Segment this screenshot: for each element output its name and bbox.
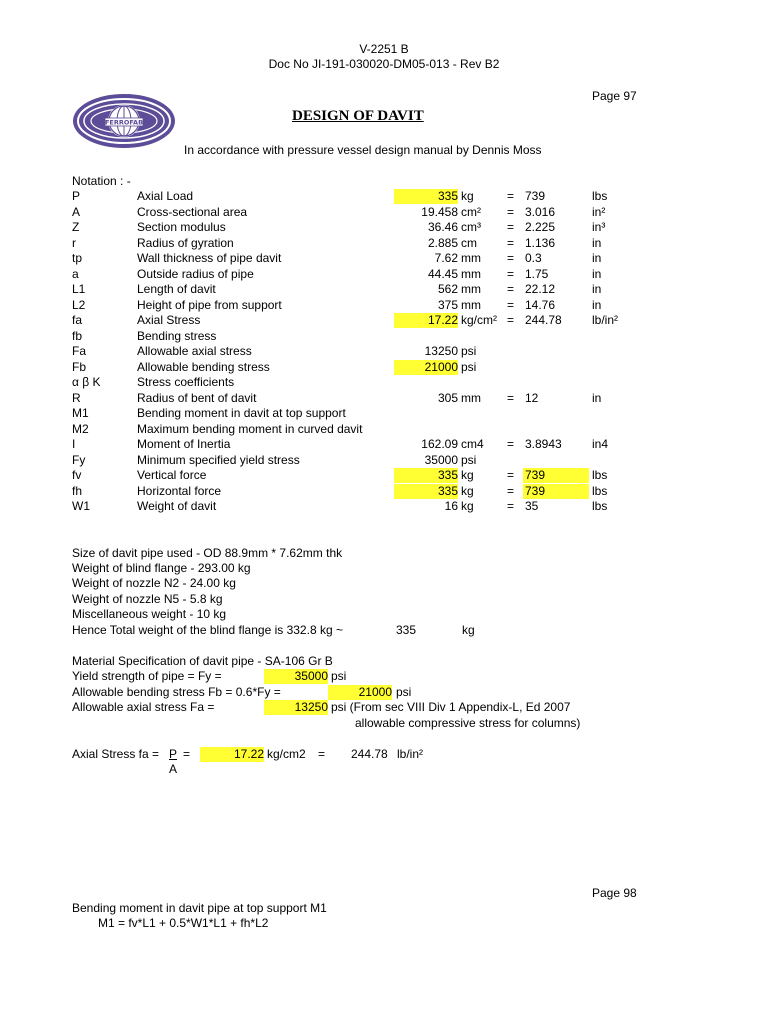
notation-value-converted: 739 — [523, 468, 589, 483]
notation-value: 305 — [437, 391, 458, 405]
notation-description: Axial Stress — [137, 313, 201, 327]
notation-equals: = — [507, 484, 515, 498]
notation-value: 162.09 — [421, 437, 458, 451]
notation-value-converted: 12 — [525, 391, 539, 405]
notation-symbol: W1 — [72, 499, 90, 513]
notation-unit-converted: in — [592, 391, 602, 405]
axial-stress-value-2: 244.78 — [351, 747, 388, 761]
ferrofab-logo — [72, 92, 176, 150]
material-spec: Material Specification of davit pipe - SA-106 Gr B — [72, 654, 333, 668]
notation-description: Radius of gyration — [137, 236, 234, 250]
notation-symbol: Fy — [72, 453, 86, 467]
notation-description: Radius of bent of davit — [137, 391, 257, 405]
notation-value: 16 — [444, 499, 458, 513]
notation-symbol: A — [72, 205, 81, 219]
bending-stress-label: Allowable bending stress Fb = 0.6*Fy = — [72, 685, 281, 699]
notation-unit: kg — [461, 189, 474, 203]
notation-unit: cm — [461, 236, 477, 250]
notation-unit-converted: lbs — [592, 499, 608, 513]
notation-equals: = — [507, 499, 515, 513]
document-number: Doc No JI-191-030020-DM05-013 - Rev B2 — [268, 57, 500, 71]
notation-unit-converted: lbs — [592, 189, 608, 203]
notation-unit-converted: lbs — [592, 468, 608, 482]
notation-unit: mm — [461, 267, 481, 281]
notation-symbol: Fa — [72, 344, 87, 358]
notation-unit: cm4 — [461, 437, 484, 451]
notation-equals: = — [507, 468, 515, 482]
notation-symbol: fh — [72, 484, 83, 498]
notation-symbol: R — [72, 391, 81, 405]
pipe-size-text: Size of davit pipe used - OD 88.9mm * 7.62mm thk — [72, 546, 343, 560]
notation-description: Outside radius of pipe — [137, 267, 254, 281]
notation-unit: psi — [461, 453, 477, 467]
notation-description: Maximum bending moment in curved davit — [137, 422, 363, 436]
notation-description: Allowable bending stress — [137, 360, 270, 374]
notation-value-converted: 3.016 — [525, 205, 556, 219]
notation-unit-converted: in4 — [592, 437, 609, 451]
axial-stress-unit: kg/cm2 — [267, 747, 306, 761]
notation-symbol: r — [72, 236, 76, 250]
notation-value: 17.22 — [394, 313, 458, 328]
notation-description: Moment of Inertia — [137, 437, 231, 451]
notation-unit-converted: in — [592, 251, 602, 265]
notation-value-converted: 1.75 — [525, 267, 549, 281]
subtitle: In accordance with pressure vessel design manual by Dennis Moss — [184, 143, 542, 157]
notation-unit: mm — [461, 251, 481, 265]
document-code: V-2251 B — [359, 42, 409, 56]
notation-description: Allowable axial stress — [137, 344, 252, 358]
notation-unit: psi — [461, 344, 477, 358]
notation-symbol: fv — [72, 468, 82, 482]
notation-value-converted: 35 — [525, 499, 539, 513]
notation-unit: kg — [461, 468, 474, 482]
axial-denominator: A — [169, 762, 178, 776]
axial-stress-label: Axial Stress fa = — [72, 747, 160, 761]
yield-label: Yield strength of pipe = Fy = — [72, 669, 222, 683]
axial-stress-value: 17.22 — [200, 747, 264, 762]
notation-symbol: a — [72, 267, 79, 281]
blind-flange-weight: Weight of blind flange - 293.00 kg — [72, 561, 251, 575]
notation-value-converted: 244.78 — [525, 313, 562, 327]
page-number-bottom: Page 98 — [592, 886, 637, 900]
notation-symbol: M1 — [72, 406, 89, 420]
notation-unit: kg — [461, 499, 474, 513]
notation-symbol: L1 — [72, 282, 86, 296]
notation-equals: = — [507, 313, 515, 327]
notation-equals: = — [507, 298, 515, 312]
notation-description: Section modulus — [137, 220, 226, 234]
axial-stress-allow-label: Allowable axial stress Fa = — [72, 700, 215, 714]
notation-description: Height of pipe from support — [137, 298, 282, 312]
notation-unit-converted: in — [592, 236, 602, 250]
axial-stress-allow-note: psi (From sec VIII Div 1 Appendix-L, Ed 2007 — [331, 700, 571, 714]
notation-description: Wall thickness of pipe davit — [137, 251, 282, 265]
notation-heading: Notation : - — [72, 174, 131, 188]
notation-equals: = — [507, 391, 515, 405]
notation-equals: = — [507, 437, 515, 451]
bending-stress-value: 21000 — [328, 685, 392, 700]
notation-value-converted: 14.76 — [525, 298, 556, 312]
axial-stress-allow-value: 13250 — [264, 700, 328, 715]
notation-symbol: Z — [72, 220, 80, 234]
notation-value-converted: 739 — [523, 484, 589, 499]
notation-description: Stress coefficients — [137, 375, 235, 389]
notation-equals: = — [507, 205, 515, 219]
notation-unit: mm — [461, 391, 481, 405]
notation-unit-converted: in³ — [592, 220, 606, 234]
notation-value: 44.45 — [427, 267, 458, 281]
notation-value: 13250 — [424, 344, 458, 358]
notation-value-converted: 22.12 — [525, 282, 556, 296]
axial-equals: = — [183, 747, 191, 761]
notation-equals: = — [507, 189, 515, 203]
axial-stress-allow-note2: allowable compressive stress for columns) — [355, 716, 581, 730]
notation-symbol: α β K — [72, 375, 101, 389]
yield-value: 35000 — [264, 669, 328, 684]
notation-value-converted: 1.136 — [525, 236, 556, 250]
notation-value: 36.46 — [427, 220, 458, 234]
moment-formula: M1 = fv*L1 + 0.5*W1*L1 + fh*L2 — [98, 916, 269, 930]
page-number-top: Page 97 — [592, 89, 637, 103]
total-weight-label: Hence Total weight of the blind flange is 332.8 kg ~ — [72, 623, 343, 637]
notation-symbol: I — [72, 437, 76, 451]
notation-symbol: Fb — [72, 360, 87, 374]
yield-unit: psi — [331, 669, 347, 683]
notation-value: 335 — [394, 189, 458, 204]
notation-equals: = — [507, 236, 515, 250]
axial-stress-unit-2: lb/in² — [397, 747, 424, 761]
notation-unit: psi — [461, 360, 477, 374]
moment-label: Bending moment in davit pipe at top support M1 — [72, 901, 327, 915]
notation-value: 19.458 — [421, 205, 458, 219]
notation-value-converted: 2.225 — [525, 220, 556, 234]
logo-text: FERROFAB — [104, 118, 144, 127]
notation-unit-converted: in² — [592, 205, 606, 219]
notation-value: 2.885 — [427, 236, 458, 250]
total-weight-unit: kg — [462, 623, 475, 637]
notation-description: Bending moment in davit at top support — [137, 406, 346, 420]
notation-unit: kg — [461, 484, 474, 498]
notation-value: 335 — [394, 484, 458, 499]
notation-symbol: tp — [72, 251, 83, 265]
notation-unit: cm³ — [461, 220, 481, 234]
notation-description: Weight of davit — [137, 499, 217, 513]
notation-description: Cross-sectional area — [137, 205, 248, 219]
notation-symbol: M2 — [72, 422, 89, 436]
notation-unit-converted: in — [592, 298, 602, 312]
notation-unit-converted: lbs — [592, 484, 608, 498]
notation-unit: cm² — [461, 205, 481, 219]
misc-weight: Miscellaneous weight - 10 kg — [72, 607, 227, 621]
notation-value-converted: 739 — [525, 189, 546, 203]
notation-symbol: P — [72, 189, 81, 203]
notation-value: 335 — [394, 468, 458, 483]
notation-value: 562 — [437, 282, 458, 296]
notation-equals: = — [507, 267, 515, 281]
notation-symbol: L2 — [72, 298, 86, 312]
notation-unit-converted: lb/in² — [592, 313, 619, 327]
notation-value: 35000 — [424, 453, 458, 467]
notation-description: Bending stress — [137, 329, 217, 343]
notation-unit: kg/cm² — [461, 313, 497, 327]
notation-unit: mm — [461, 298, 481, 312]
notation-description: Vertical force — [137, 468, 207, 482]
axial-numerator: P — [169, 747, 178, 761]
axial-equals-2: = — [318, 747, 326, 761]
nozzle-n5-weight: Weight of nozzle N5 - 5.8 kg — [72, 592, 223, 606]
notation-value-converted: 0.3 — [525, 251, 542, 265]
notation-unit-converted: in — [592, 267, 602, 281]
notation-description: Axial Load — [137, 189, 194, 203]
bending-stress-unit: psi — [396, 685, 412, 699]
notation-equals: = — [507, 282, 515, 296]
notation-symbol: fa — [72, 313, 83, 327]
total-weight-value: 335 — [396, 623, 417, 637]
notation-symbol: fb — [72, 329, 83, 343]
notation-unit-converted: in — [592, 282, 602, 296]
page-title: DESIGN OF DAVIT — [292, 108, 424, 124]
notation-equals: = — [507, 220, 515, 234]
notation-description: Length of davit — [137, 282, 216, 296]
notation-value: 7.62 — [434, 251, 458, 265]
notation-value: 375 — [437, 298, 458, 312]
notation-value-converted: 3.8943 — [525, 437, 562, 451]
notation-description: Horizontal force — [137, 484, 222, 498]
notation-description: Minimum specified yield stress — [137, 453, 300, 467]
notation-equals: = — [507, 251, 515, 265]
notation-unit: mm — [461, 282, 481, 296]
notation-value: 21000 — [394, 360, 458, 375]
nozzle-n2-weight: Weight of nozzle N2 - 24.00 kg — [72, 576, 236, 590]
